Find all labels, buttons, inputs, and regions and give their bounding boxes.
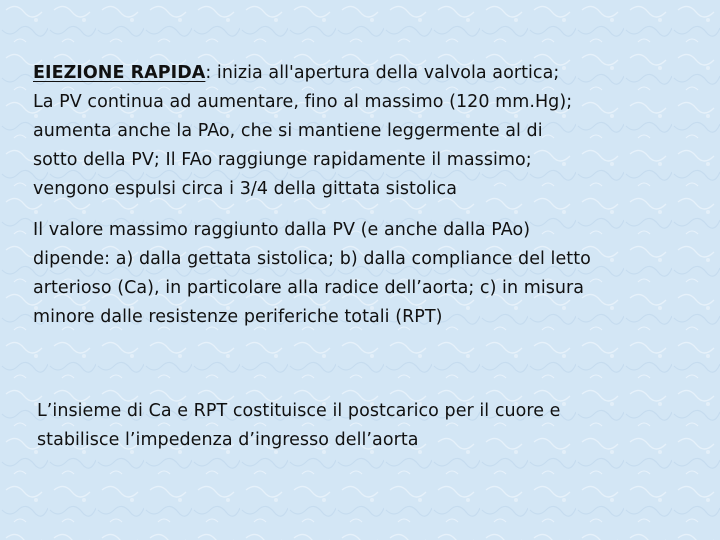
paragraph-line: Il valore massimo raggiunto dalla PV (e anche dalla PAo) [33,220,531,240]
paragraph-line: minore dalle resistenze periferiche totali (RPT) [33,307,443,327]
paragraph-line: stabilisce l’impedenza d’ingresso dell’aorta [37,430,419,450]
paragraph-valore-massimo [33,216,693,332]
paragraph-line: vengono espulsi circa i 3/4 della gittata sistolica [33,179,457,199]
paragraph-line: aumenta anche la PAo, che si mantiene leggermente al di [33,121,543,141]
paragraph-line: L’insieme di Ca e RPT costituisce il postcarico per il cuore e [37,401,561,421]
heading-continuation: : inizia all'apertura della valvola aortica; [205,63,560,83]
paragraph-line: La PV continua ad aumentare, fino al massimo (120 mm.Hg); [33,92,573,112]
paragraph-line: sotto della PV; Il FAo raggiunge rapidamente il massimo; [33,150,532,170]
paragraph-line [33,59,693,88]
paragraph-line: arterioso (Ca), in particolare alla radice dell’aorta; c) in misura [33,278,585,298]
paragraph-line: dipende: a) dalla gettata sistolica; b) dalla compliance del letto [33,249,591,269]
paragraph-eiezione-rapida [33,59,693,204]
section-heading: EIEZIONE RAPIDA [33,63,206,83]
paragraph-postcarico [37,397,697,455]
